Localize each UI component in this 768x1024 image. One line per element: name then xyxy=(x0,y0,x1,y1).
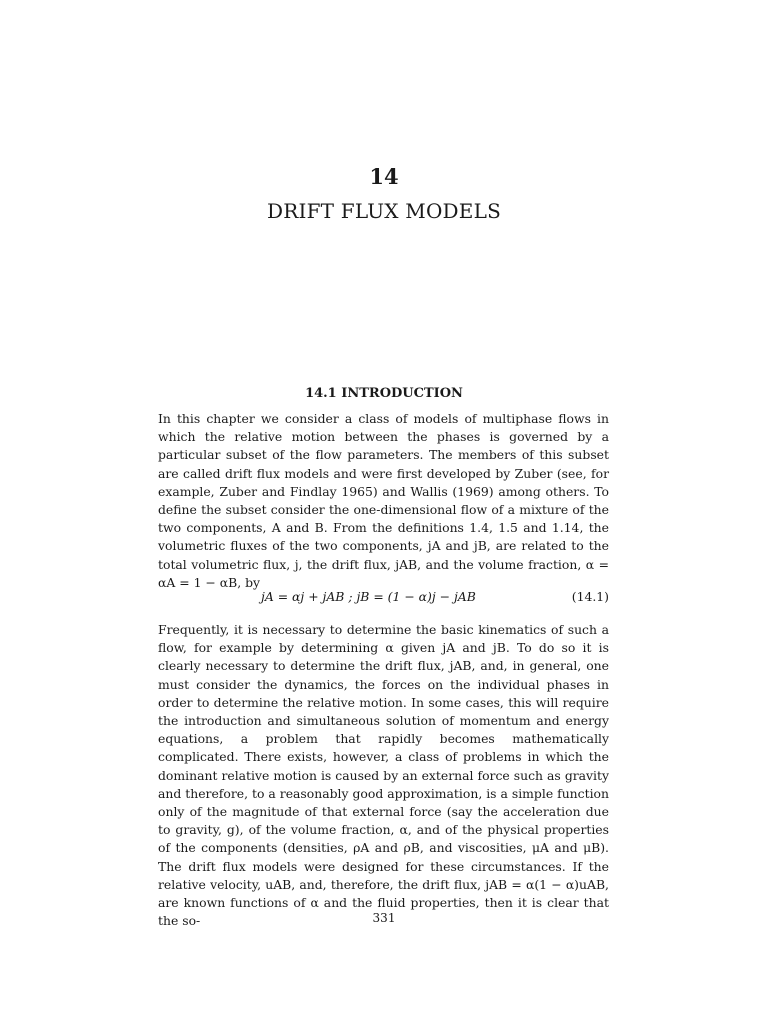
section-heading: 14.1 INTRODUCTION xyxy=(305,386,463,401)
paragraph-kinematics xyxy=(158,621,609,930)
paragraph-intro xyxy=(158,410,609,592)
paragraph-text: In this chapter we consider a class of models of multiphase flows in which the relative motion between the phases is governed by a particular subset of the flow parameters. The members of this subset are called drift flux models and were first developed by Zuber (see, for example, Zuber and Findlay 1965) and Wallis (1969) among others. To define the subset consider the one-dimensional flow of a mixture of the two components, A and B. From the definitions 1.4, 1.5 and 1.14, the volumetric fluxes of the two components, jA and jB, are related to the total volumetric flux, j, the drift flux, jAB, and the volume fraction, α = αA = 1 − αB, by xyxy=(158,411,609,590)
chapter-number: 14 xyxy=(369,164,399,189)
page-number: 331 xyxy=(372,911,396,925)
equation-number: (14.1) xyxy=(571,589,609,604)
paragraph-text: Frequently, it is necessary to determine the basic kinematics of such a flow, for example by determining α given jA and jB. To do so it is clearly necessary to determine the drift flux, jAB, and, in general, one must consider the dynamics, the forces on the individual phases in order to determine the relative motion. In some cases, this will require the introduction and simultaneous solution of momentum and energy equations, a problem that rapidly becomes mathematically complicated. There exists, however, a class of problems in which the dominant relative motion is caused by an external force such as gravity and therefore, to a reasonably good approximation, is a simple function only of the magnitude of that external force (say the acceleration due to gravity, g), of the volume fraction, α, and of the physical properties of the components (densities, ρA and ρB, and viscosities, μA and μB). The drift flux models were designed for these circumstances. If the relative velocity, uAB, and, therefore, the drift flux, jAB = α(1 − α)uAB, are known functions of α and the fluid properties, then it is clear that the so- xyxy=(158,622,609,929)
chapter-title: DRIFT FLUX MODELS xyxy=(267,199,501,223)
equation-14-1 xyxy=(158,589,609,609)
equation-body: jA = αj + jAB ; jB = (1 − α)j − jAB xyxy=(261,589,476,604)
